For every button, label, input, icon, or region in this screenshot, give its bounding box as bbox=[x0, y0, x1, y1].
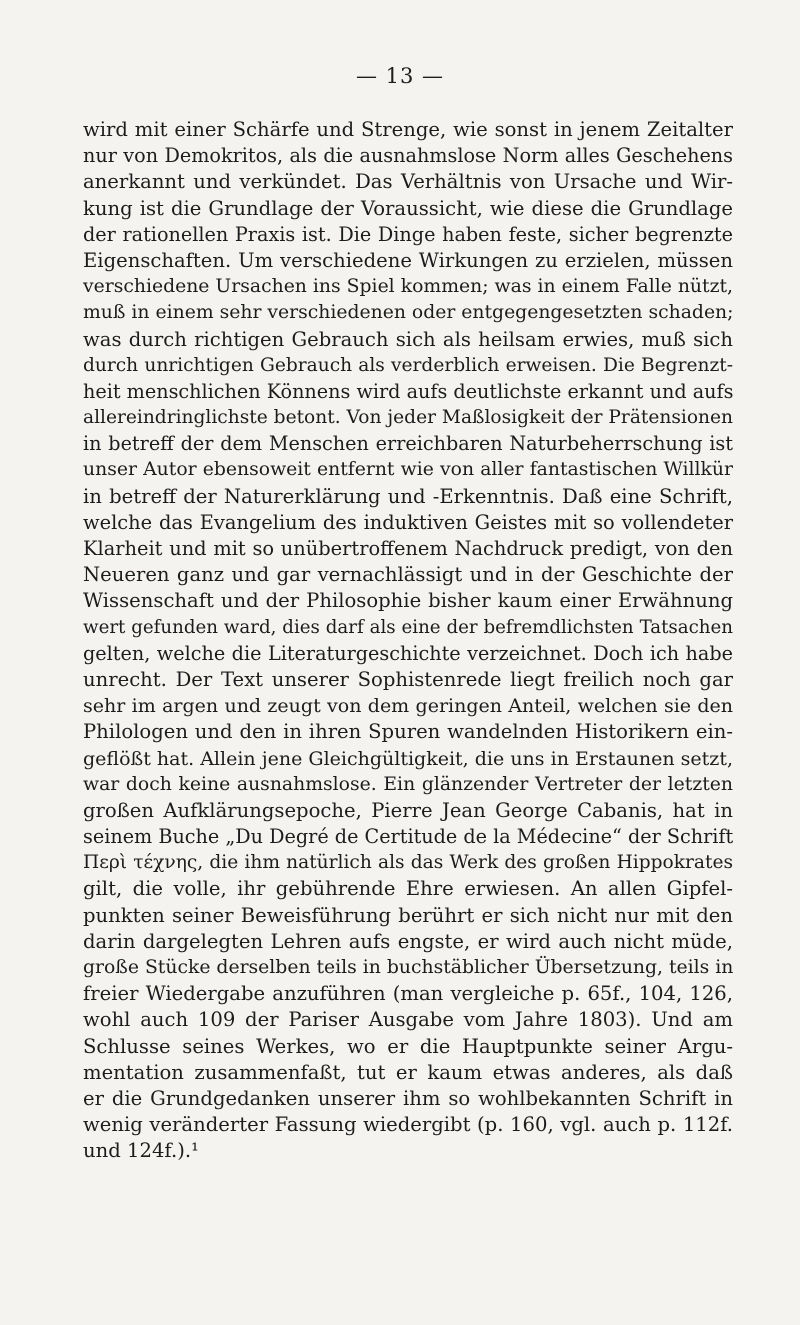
text-line: gelten, welche die Literaturgeschichte verzeichnet. Doch ich habe bbox=[83, 641, 733, 665]
text-line: freier Wiedergabe anzuführen (man vergleiche p. 65f., 104, 126, bbox=[83, 982, 733, 1006]
text-line: in betreff der Naturerklärung und -Erkenntnis. Daß eine Schrift, bbox=[83, 484, 733, 508]
text-line: darin dargelegten Lehren aufs engste, er wird auch nicht müde, bbox=[83, 929, 733, 953]
text-line: großen Aufklärungsepoche, Pierre Jean George Cabanis, hat in bbox=[83, 798, 733, 822]
text-line: kung ist die Grundlage der Voraussicht, wie diese die Grundlage bbox=[83, 196, 733, 220]
text-line: durch unrichtigen Gebrauch als verderblich erweisen. Die Begrenzt- bbox=[83, 354, 733, 376]
text-line: seinem Buche „Du Degré de Certitude de la Médecine“ der Schrift bbox=[83, 825, 734, 849]
text-line: was durch richtigen Gebrauch sich als heilsam erwies, muß sich bbox=[83, 327, 733, 351]
text-line: Eigenschaften. Um verschiedene Wirkungen zu erzielen, müssen bbox=[83, 248, 733, 272]
text-line: mentation zusammenfaßt, tut er kaum etwas anderes, als daß bbox=[83, 1060, 733, 1084]
text-line: wenig veränderter Fassung wiedergibt (p. 160, vgl. auch p. 112f. bbox=[83, 1113, 733, 1137]
body-paragraph bbox=[83, 117, 733, 1165]
text-line: Wissenschaft und der Philosophie bisher kaum einer Erwähnung bbox=[83, 589, 733, 613]
text-line: er die Grundgedanken unserer ihm so wohlbekannten Schrift in bbox=[83, 1086, 733, 1110]
text-line: und 124f.).¹ bbox=[83, 1139, 199, 1163]
text-line: verschiedene Ursachen ins Spiel kommen; was in einem Falle nützt, bbox=[83, 276, 733, 298]
text-line: Schlusse seines Werkes, wo er die Hauptpunkte seiner Argu- bbox=[83, 1034, 733, 1058]
text-line: Philologen und den in ihren Spuren wandelnden Historikern ein- bbox=[83, 720, 733, 744]
text-line: wohl auch 109 der Pariser Ausgabe vom Jahre 1803). Und am bbox=[83, 1008, 733, 1032]
text-line: allereindringlichste betont. Von jeder Maßlosigkeit der Prätensionen bbox=[83, 407, 733, 429]
text-line: anerkannt und verkündet. Das Verhältnis von Ursache und Wir- bbox=[83, 170, 733, 194]
text-line: punkten seiner Beweisführung berührt er sich nicht nur mit den bbox=[83, 903, 733, 927]
text-line: Περὶ τέχνης, die ihm natürlich als das Werk des großen Hippokrates bbox=[83, 852, 733, 874]
text-line: sehr im argen und zeugt von dem geringen Anteil, welchen sie den bbox=[83, 695, 733, 718]
text-line: große Stücke derselben teils in buchstäblicher Übersetzung, teils in bbox=[83, 957, 734, 978]
text-line: welche das Evangelium des induktiven Geistes mit so vollendeter bbox=[83, 510, 733, 534]
text-line: wert gefunden ward, dies darf als eine der befremdlichsten Tatsachen bbox=[83, 616, 733, 638]
text-line: wird mit einer Schärfe und Strenge, wie sonst in jenem Zeitalter bbox=[83, 118, 733, 141]
text-line: geflößt hat. Allein jene Gleichgültigkeit, die uns in Erstaunen setzt, bbox=[83, 747, 733, 770]
text-line: gilt, die volle, ihr gebührende Ehre erwiesen. An allen Gipfel- bbox=[83, 877, 733, 901]
text-line: unser Autor ebensoweit entfernt wie von aller fantastischen Willkür bbox=[83, 459, 733, 481]
text-line: Klarheit und mit so unübertroffenem Nachdruck predigt, von den bbox=[83, 537, 733, 560]
text-line: unrecht. Der Text unserer Sophistenrede liegt freilich noch gar bbox=[83, 667, 733, 691]
text-line: heit menschlichen Könnens wird aufs deutlichste erkannt und aufs bbox=[83, 379, 734, 403]
text-line: Neueren ganz und gar vernachlässigt und in der Geschichte der bbox=[83, 563, 733, 587]
text-line: in betreff der dem Menschen erreichbaren Naturbeherrschung ist bbox=[83, 432, 733, 456]
text-line: der rationellen Praxis ist. Die Dinge haben feste, sicher begrenzte bbox=[83, 222, 733, 246]
text-line: nur von Demokritos, als die ausnahmslose Norm alles Geschehens bbox=[83, 144, 733, 168]
text-line: war doch keine ausnahmslose. Ein glänzender Vertreter der letzten bbox=[83, 773, 733, 795]
page-number: — 13 — bbox=[355, 64, 445, 88]
text-line: muß in einem sehr verschiedenen oder entgegengesetzten schaden; bbox=[83, 302, 734, 324]
